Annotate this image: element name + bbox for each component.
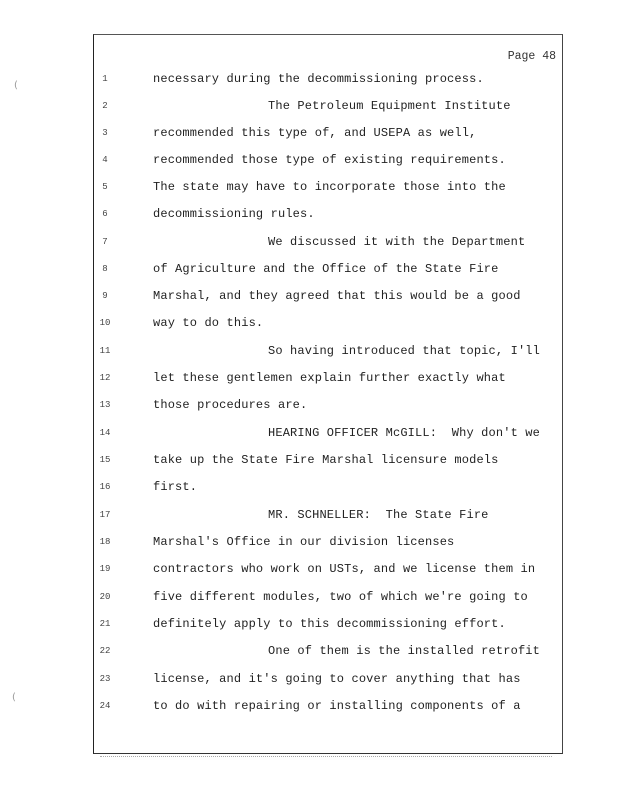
line-text: decommissioning rules. [153, 207, 315, 221]
line-text: definitely apply to this decommissioning effort. [153, 617, 506, 631]
line-number: 8 [102, 264, 108, 274]
line-text: contractors who work on USTs, and we license them in [153, 562, 536, 576]
line-number: 16 [99, 482, 111, 492]
line-number: 17 [99, 510, 111, 520]
line-text: We discussed it with the Department [268, 235, 526, 249]
transcript-line [0, 697, 600, 715]
transcript-line [0, 287, 600, 305]
transcript-line [0, 369, 600, 387]
transcript-line [0, 506, 600, 524]
line-number: 14 [99, 428, 111, 438]
transcript-line [0, 642, 600, 660]
transcript-line [0, 70, 600, 88]
line-number: 24 [99, 701, 111, 711]
line-number: 6 [102, 209, 108, 219]
line-number: 19 [99, 564, 111, 574]
line-number: 13 [99, 400, 111, 410]
margin-mark: ( [12, 692, 16, 703]
transcript-line [0, 233, 600, 251]
line-text: MR. SCHNELLER: The State Fire [268, 508, 489, 522]
line-text: Marshal, and they agreed that this would be a good [153, 289, 521, 303]
scan-artifact [100, 756, 552, 758]
transcript-line [0, 451, 600, 469]
transcript-line [0, 97, 600, 115]
line-text: way to do this. [153, 316, 264, 330]
line-text: necessary during the decommissioning process. [153, 72, 484, 86]
line-text: One of them is the installed retrofit [268, 644, 540, 658]
line-text: of Agriculture and the Office of the State Fire [153, 262, 499, 276]
line-number: 20 [99, 592, 111, 602]
line-number: 3 [102, 128, 108, 138]
transcript-line [0, 314, 600, 332]
margin-mark: ( [14, 80, 18, 91]
line-number: 22 [99, 646, 111, 656]
line-number: 11 [99, 346, 111, 356]
line-text: So having introduced that topic, I'll [268, 344, 540, 358]
transcript-line [0, 670, 600, 688]
line-text: to do with repairing or installing components of a [153, 699, 521, 713]
line-text: recommended this type of, and USEPA as well, [153, 126, 477, 140]
transcript-line [0, 396, 600, 414]
line-text: recommended those type of existing requirements. [153, 153, 506, 167]
line-text: take up the State Fire Marshal licensure models [153, 453, 499, 467]
line-number: 15 [99, 455, 111, 465]
transcript-line [0, 205, 600, 223]
transcript-line [0, 560, 600, 578]
line-text: five different modules, two of which we're going to [153, 590, 528, 604]
line-number: 2 [102, 101, 108, 111]
line-number: 23 [99, 674, 111, 684]
transcript-line [0, 478, 600, 496]
transcript-line [0, 260, 600, 278]
line-number: 4 [102, 155, 108, 165]
line-text: The state may have to incorporate those into the [153, 180, 506, 194]
line-text: first. [153, 480, 198, 494]
line-text: The Petroleum Equipment Institute [268, 99, 511, 113]
transcript-line [0, 178, 600, 196]
line-number: 5 [102, 182, 108, 192]
line-number: 18 [99, 537, 111, 547]
line-text: let these gentlemen explain further exactly what [153, 371, 506, 385]
line-number: 1 [102, 74, 108, 84]
line-text: HEARING OFFICER McGILL: Why don't we [268, 426, 540, 440]
transcript-line [0, 124, 600, 142]
transcript-line [0, 151, 600, 169]
transcript-line [0, 615, 600, 633]
transcript-line [0, 342, 600, 360]
line-number: 12 [99, 373, 111, 383]
page-number: Page 48 [507, 50, 556, 63]
line-number: 21 [99, 619, 111, 629]
line-number: 10 [99, 318, 111, 328]
line-number: 7 [102, 237, 108, 247]
line-text: those procedures are. [153, 398, 308, 412]
line-number: 9 [102, 291, 108, 301]
line-text: license, and it's going to cover anything that has [153, 672, 521, 686]
line-text: Marshal's Office in our division licenses [153, 535, 455, 549]
transcript-line [0, 588, 600, 606]
transcript-line [0, 424, 600, 442]
transcript-line [0, 533, 600, 551]
